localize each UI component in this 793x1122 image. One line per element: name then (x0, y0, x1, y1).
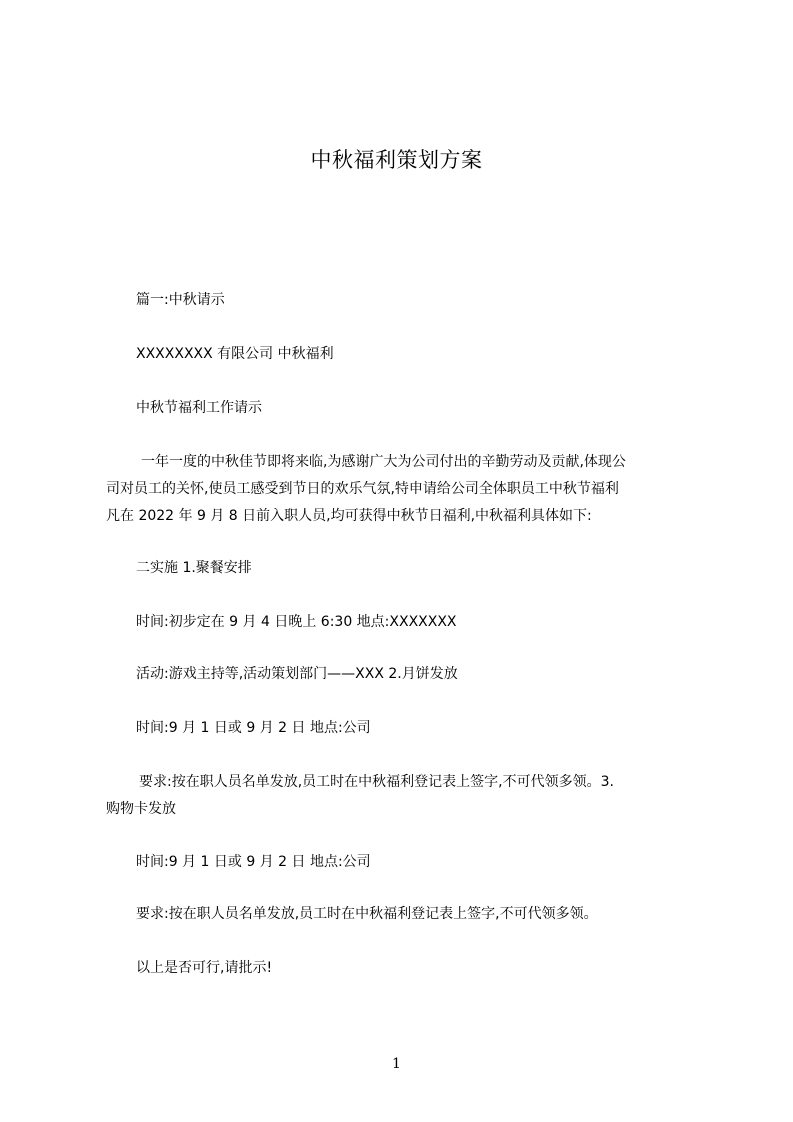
intro-paragraph-line-1: 一年一度的中秋佳节即将来临,为感谢广大为公司付出的辛勤劳动及贡献,体现公 (141, 454, 626, 470)
page-number: 1 (392, 1056, 401, 1072)
request-heading: 中秋节福利工作请示 (136, 400, 262, 416)
approval-request: 以上是否可行,请批示! (136, 960, 273, 976)
intro-paragraph-line-2: 司对员工的关怀,使员工感受到节日的欢乐气氛,特申请给公司全体职员工中秋节福利 (106, 481, 619, 497)
mooncake-requirement-line-1: 要求:按在职人员名单发放,员工时在中秋福利登记表上签字,不可代领多领。3. (139, 774, 614, 790)
intro-paragraph-line-3: 凡在 2022 年 9 月 8 日前入职人员,均可获得中秋节日福利,中秋福利具体如下: (106, 508, 592, 524)
company-line: XXXXXXXX 有限公司 中秋福利 (136, 346, 334, 362)
dinner-time-location: 时间:初步定在 9 月 4 日晚上 6:30 地点:XXXXXXX (136, 614, 457, 630)
document-title: 中秋福利策划方案 (310, 148, 483, 172)
shopping-card-time-location: 时间:9 月 1 日或 9 月 2 日 地点:公司 (136, 854, 371, 870)
shopping-card-requirement: 要求:按在职人员名单发放,员工时在中秋福利登记表上签字,不可代领多领。 (136, 906, 598, 922)
mooncake-time-location: 时间:9 月 1 日或 9 月 2 日 地点:公司 (136, 720, 371, 736)
implementation-heading: 二实施 1.聚餐安排 (136, 560, 252, 576)
section-heading: 篇一:中秋请示 (136, 292, 225, 308)
mooncake-requirement-line-2: 购物卡发放 (106, 801, 176, 817)
activity-line: 活动:游戏主持等,活动策划部门——XXX 2.月饼发放 (136, 666, 458, 682)
